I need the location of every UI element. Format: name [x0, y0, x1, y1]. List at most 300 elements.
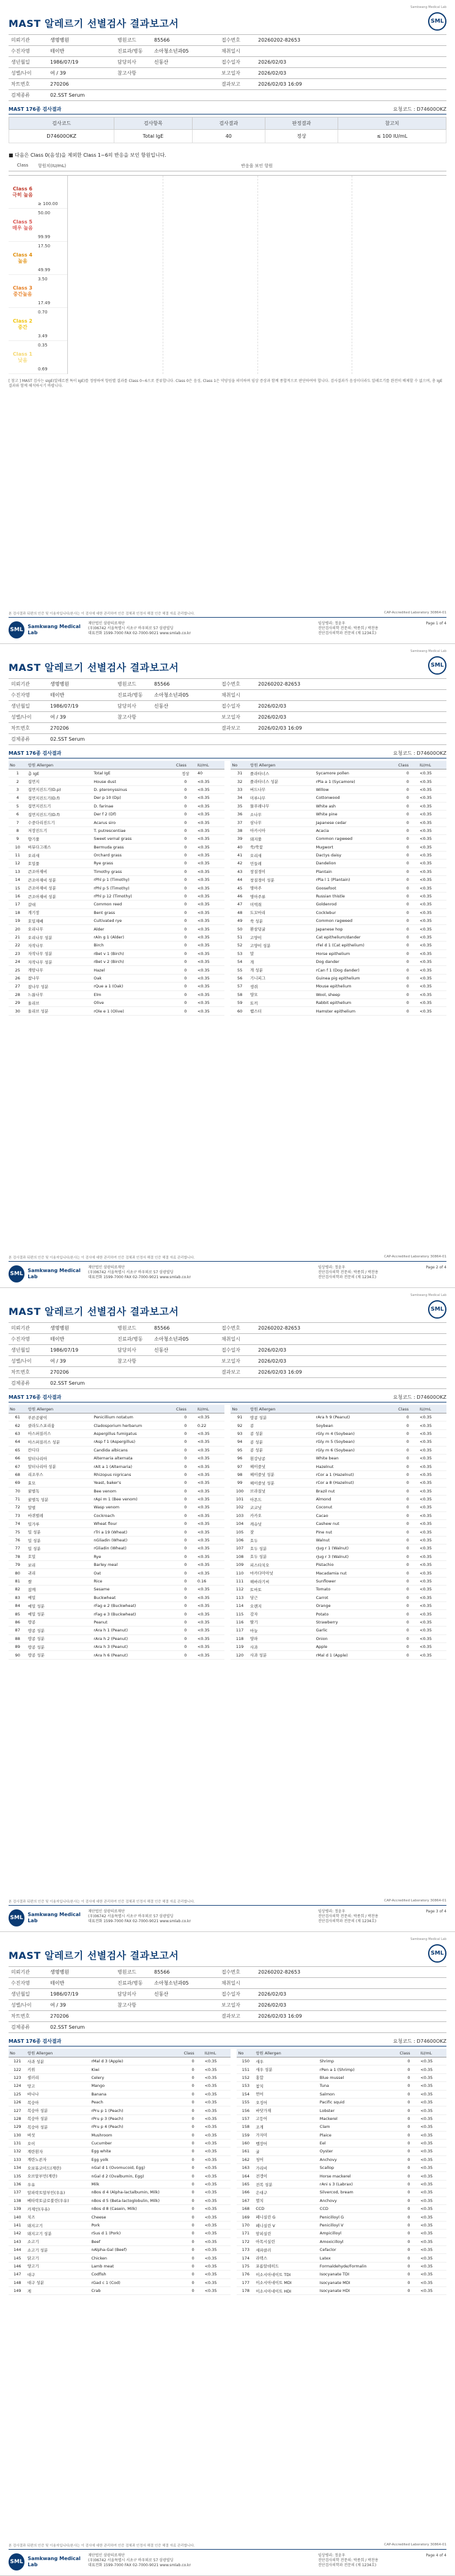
iu-value: <0.35 [196, 957, 224, 965]
table-row [9, 2090, 446, 2098]
table-row [9, 884, 446, 892]
iu-value: <0.35 [196, 1470, 224, 1478]
iu-value: <0.35 [196, 966, 224, 974]
allergen-kr: 토끼 [249, 998, 315, 1006]
class-value: 0 [175, 1487, 196, 1495]
row-number: 83 [9, 1593, 27, 1601]
class-value: 0 [175, 1503, 196, 1511]
class-range-high: 3.50 [38, 277, 48, 282]
row-number: 126 [9, 2098, 26, 2106]
allergen-kr: 피스타치오 [249, 1561, 315, 1569]
allergen-kr: 가자미 [254, 2131, 319, 2139]
allergen-en: Japanese cedar [315, 818, 398, 826]
allergen-en: White bean [315, 1454, 398, 1462]
row-number: 93 [231, 1429, 249, 1437]
iu-value: <0.35 [418, 917, 446, 925]
iu-value: <0.35 [418, 1007, 446, 1015]
allergen-kr: 포름알데히드 [254, 2262, 319, 2270]
iu-value: <0.35 [418, 908, 446, 916]
row-number: 96 [231, 1454, 249, 1462]
class-value: 0 [175, 884, 196, 892]
class-value: 0 [183, 2139, 204, 2147]
allergen-en: White pine [315, 810, 398, 818]
class-value: 0 [175, 1520, 196, 1528]
report-title: MAST 알레르기 선별검사 결과보고서 [9, 18, 179, 29]
table-row [9, 1577, 446, 1585]
page-header: MAST 알레르기 선별검사 결과보고서 Samkwang Medical Lab SML [9, 1294, 446, 1317]
allergen-kr: 계란노른자 [26, 2155, 91, 2163]
iu-value: <0.35 [204, 2082, 231, 2090]
allergen-en: Soybean [315, 1421, 398, 1429]
table-row [9, 942, 446, 949]
table-row [9, 2147, 446, 2155]
allergen-en: Rye grass [92, 859, 175, 867]
allergen-en: Amoxicilloyl [319, 2237, 399, 2245]
patient-info-table: 의뢰기관 생명병원 병원코드 85566 접수번호 20260202-82653 수진자명 테이반 진료과/병동 소아청소년과05 채취일시 생년월일 1986/07/19 담당의사 신동산 접수일자 2026/02/03 성별/나이 여 / 39 참고사항 보고일자 2026/02/03 차트번호 270206 결과보고 2026/02/03 16:09 검체종류 02.SST Serum [9, 1322, 446, 1389]
class-range-low: 0.69 [38, 367, 48, 372]
row-number: 35 [231, 802, 249, 810]
allergen-kr: 총 IgE [27, 769, 93, 777]
row-number: 80 [9, 1569, 27, 1577]
row-number: 46 [231, 892, 249, 900]
allergen-kr: 땅콩 성분 [249, 1413, 315, 1421]
iu-value: <0.35 [418, 1593, 446, 1601]
allergen-kr: 큰조아재비 성분 [27, 892, 93, 900]
iu-value: <0.35 [419, 2213, 446, 2221]
row-number: 99 [231, 1479, 249, 1487]
table-row [9, 1454, 446, 1462]
class-value: 0 [175, 777, 196, 785]
allergen-en: Sesame [92, 1586, 175, 1593]
allergen-kr: 개암나무 [27, 966, 93, 974]
iu-value: <0.35 [204, 2057, 231, 2065]
allergen-en: rPla l 1 (Plantain) [315, 876, 398, 884]
allergen-en: D. pteronyssinus [92, 785, 175, 793]
iu-value: <0.35 [419, 2188, 446, 2196]
row-number: 174 [237, 2254, 254, 2262]
iu-value: <0.35 [419, 2090, 446, 2098]
allergen-en: Mouse epithelium [315, 983, 398, 990]
allergen-kr: 쑥 성분 [249, 917, 315, 925]
allergen-en: Anchovy [319, 2196, 399, 2204]
allergen-kr: 쑥/쑥꽃 [249, 843, 315, 851]
class-value: 0 [175, 966, 196, 974]
allergen-en: Plantain [315, 867, 398, 875]
class-value: 0 [183, 2114, 204, 2122]
allergen-kr: 복숭아 [26, 2098, 91, 2106]
allergen-en: Mushroom [90, 2131, 182, 2139]
class-value: 0 [397, 1593, 418, 1601]
iu-value: <0.35 [418, 867, 446, 875]
allergen-en: D. farinae [92, 802, 175, 810]
allergen-kr: 버뮤다그래스 [27, 843, 93, 851]
table-row [9, 983, 446, 990]
row-number: 25 [9, 966, 27, 974]
iu-value: <0.35 [196, 835, 224, 843]
table-row [9, 794, 446, 802]
allergen-en: Codfish [90, 2271, 182, 2278]
row-number: 42 [231, 859, 249, 867]
iu-value: <0.35 [418, 925, 446, 933]
allergen-kr: 수중다리진드기 [27, 818, 93, 826]
iu-value: <0.35 [204, 2188, 231, 2196]
class-value: 0 [183, 2286, 204, 2294]
class-range-high: 0.35 [38, 343, 48, 348]
class-value: 0 [183, 2155, 204, 2163]
allergen-en: rBet v 1 (Birch) [92, 949, 175, 957]
row-number: 29 [9, 998, 27, 1006]
class-value: 0 [399, 2090, 420, 2098]
row-number: 84 [9, 1601, 27, 1609]
allergen-kr: 닭고기 [26, 2254, 91, 2262]
class-value: 0 [399, 2172, 420, 2180]
table-row [9, 1634, 446, 1642]
class-value: 0 [397, 908, 418, 916]
class-value: 0 [397, 835, 418, 843]
allergen-kr: 은대구 [254, 2188, 319, 2196]
allergen-en: Strawberry [315, 1618, 398, 1626]
allergen-kr: 캐슈넛 [249, 1520, 315, 1528]
allergen-en: Banana [90, 2090, 182, 2098]
allergen-kr: 아목시실린 [254, 2237, 319, 2245]
class-value: 0 [399, 2123, 420, 2131]
row-number: 120 [231, 1651, 249, 1659]
iu-value: <0.35 [196, 974, 224, 982]
iu-value: <0.35 [196, 990, 224, 998]
class-value: 0 [175, 1544, 196, 1552]
allergen-kr: 밀 성분 [27, 1544, 93, 1552]
iu-value: <0.35 [419, 2245, 446, 2253]
class-value: 0 [183, 2147, 204, 2155]
report-page-1 [0, 0, 455, 644]
allergen-en: rGly m 4 (Soybean) [315, 1429, 398, 1437]
iu-value: <0.35 [196, 983, 224, 990]
class-value: 0 [399, 2139, 420, 2147]
table-row [9, 1528, 446, 1536]
iu-value: <0.35 [419, 2230, 446, 2237]
allergen-kr: 치즈 [26, 2213, 91, 2221]
class-value: 0 [399, 2098, 420, 2106]
iu-value: <0.35 [418, 810, 446, 818]
class-value: 0 [397, 990, 418, 998]
table-row [9, 851, 446, 859]
row-number: 97 [231, 1462, 249, 1470]
iu-value: <0.35 [196, 884, 224, 892]
allergen-kr: 기니피그 [249, 974, 315, 982]
allergen-en: rAlt a 1 (Alternaria) [92, 1462, 175, 1470]
class-value: 0 [397, 1569, 418, 1577]
class-value: 0 [183, 2237, 204, 2245]
class-value: 0 [399, 2057, 420, 2065]
iu-value: <0.35 [418, 1651, 446, 1659]
row-number: 28 [9, 990, 27, 998]
iu-value: <0.35 [418, 802, 446, 810]
class-value: 0 [399, 2230, 420, 2237]
iu-value: <0.35 [204, 2114, 231, 2122]
row-number: 160 [237, 2139, 254, 2147]
allergen-en: Mango [90, 2082, 182, 2090]
class-value: 0 [399, 2106, 420, 2114]
allergen-en: rJug r 1 (Walnut) [315, 1544, 398, 1552]
allergen-en: rMal d 1 (Apple) [315, 1651, 398, 1659]
allergen-kr: 헤이즐넛 성분 [249, 1479, 315, 1487]
row-number: 66 [9, 1454, 27, 1462]
iu-value: <0.35 [418, 876, 446, 884]
class-value: 0 [397, 1421, 418, 1429]
row-number: 141 [9, 2221, 26, 2229]
class-range-high: 50.00 [38, 211, 51, 215]
class-value: 0 [397, 1586, 418, 1593]
row-number: 10 [9, 843, 27, 851]
class-value: 0 [397, 826, 418, 834]
allergen-kr: 대구 [26, 2271, 91, 2278]
allergen-en: rGly m 5 (Soybean) [315, 1438, 398, 1446]
row-number: 127 [9, 2106, 26, 2114]
allergen-en: Dog dander [315, 957, 398, 965]
iu-value: <0.35 [419, 2106, 446, 2114]
row-number: 2 [9, 777, 27, 785]
iu-value: <0.35 [418, 1495, 446, 1503]
allergen-kr: 키위 [26, 2065, 91, 2073]
allergen-kr: 가리비 [254, 2164, 319, 2172]
row-number: 6 [9, 810, 27, 818]
table-row [9, 1511, 446, 1519]
row-number: 53 [231, 949, 249, 957]
allergen-kr: 호두 성분 [249, 1544, 315, 1552]
table-row [9, 1610, 446, 1618]
allergen-kr: 보리 [27, 1561, 93, 1569]
allergen-en: Cockroach [92, 1511, 175, 1519]
row-number: 104 [231, 1520, 249, 1528]
iu-value: <0.35 [196, 826, 224, 834]
class-value: 0 [399, 2262, 420, 2270]
allergen-kr: 쌀 [27, 1577, 93, 1585]
row-number: 170 [237, 2221, 254, 2229]
row-number: 132 [9, 2147, 26, 2155]
allergen-kr: 호밀풀 [27, 859, 93, 867]
class-value: 0 [175, 1511, 196, 1519]
allergen-en: Cultivated rye [92, 917, 175, 925]
allergen-kr: 사과 성분 [249, 1651, 315, 1659]
row-number: 24 [9, 957, 27, 965]
iu-value: <0.35 [418, 892, 446, 900]
allergen-en: Wheat flour [92, 1520, 175, 1528]
iu-value: <0.35 [418, 1627, 446, 1634]
class-range [37, 308, 67, 341]
allergen-en: Wasp venom [92, 1503, 175, 1511]
iu-value: <0.35 [196, 1536, 224, 1544]
row-number: 166 [237, 2188, 254, 2196]
allergen-en: Peach [90, 2098, 182, 2106]
row-number: 113 [231, 1593, 249, 1601]
class-range [37, 275, 67, 308]
class-range-low: 99.99 [38, 234, 51, 239]
row-number: 161 [237, 2147, 254, 2155]
row-number: 139 [9, 2205, 26, 2213]
row-number: 20 [9, 925, 27, 933]
allergen-kr: 딸기 [249, 1618, 315, 1626]
allergen-en: Timothy grass [92, 867, 175, 875]
row-number: 91 [231, 1413, 249, 1421]
allergen-kr: 소고기 성분 [26, 2245, 91, 2253]
table-row [9, 2057, 446, 2065]
iu-value: <0.35 [418, 1561, 446, 1569]
row-number: 69 [9, 1479, 27, 1487]
row-number: 5 [9, 802, 27, 810]
iu-value: <0.35 [204, 2098, 231, 2106]
class-value: 0 [397, 1528, 418, 1536]
iu-value: <0.35 [196, 1634, 224, 1642]
allergen-en: Pacific squid [319, 2098, 399, 2106]
row-number: 94 [231, 1438, 249, 1446]
table-row [9, 2196, 446, 2204]
allergen-kr: 조개 [254, 2123, 319, 2131]
allergen-kr: 개기장 [27, 908, 93, 916]
allergen-en: rFel d 1 (Cat epithelium) [315, 942, 398, 949]
row-number: 121 [9, 2057, 26, 2065]
class-level-label: Class 3 중간높음 [9, 275, 37, 308]
iu-value: <0.35 [419, 2196, 446, 2204]
table-row [9, 1618, 446, 1626]
table-row [9, 1593, 446, 1601]
sml-logo-badge: SML [428, 12, 446, 31]
class-value: 0 [175, 1610, 196, 1618]
table-row [9, 2271, 446, 2278]
table-row [9, 2082, 446, 2090]
row-number: 12 [9, 859, 27, 867]
table-row [9, 1586, 446, 1593]
iu-value: <0.35 [196, 1438, 224, 1446]
allergen-en: Cheese [90, 2213, 182, 2221]
iu-value: <0.35 [418, 1520, 446, 1528]
allergen-en: Cottonwood [315, 794, 398, 802]
class-value: 0 [175, 1577, 196, 1585]
allergen-en: White ash [315, 802, 398, 810]
allergen-kr: 카제인(우유) [26, 2205, 91, 2213]
header-brand: Samkwang Medical Lab [410, 6, 446, 9]
allergen-en: rCan f 1 (Dog dander) [315, 966, 398, 974]
allergen-kr: 감자 [249, 1610, 315, 1618]
allergen-en: Isocyanate HDI [319, 2286, 399, 2294]
row-number: 143 [9, 2237, 26, 2245]
allergen-kr: 말 [249, 949, 315, 957]
class-range-high: 0.70 [38, 310, 48, 315]
allergen-en: Garlic [315, 1627, 398, 1634]
class-value: 0 [175, 785, 196, 793]
table-row [9, 802, 446, 810]
class-value: 0 [175, 949, 196, 957]
row-number: 165 [237, 2180, 254, 2188]
iu-value: <0.35 [196, 1642, 224, 1650]
iu-value: <0.35 [419, 2164, 446, 2172]
class-value: 0 [397, 1642, 418, 1650]
table-row [9, 1651, 446, 1659]
row-number: 38 [231, 826, 249, 834]
allergen-kr: 양파 [249, 1634, 315, 1642]
allergen-kr: 페니실린 G [254, 2213, 319, 2221]
row-number: 145 [9, 2254, 26, 2262]
row-number: 74 [9, 1520, 27, 1528]
row-number: 136 [9, 2180, 26, 2188]
allergen-en: Cacao [315, 1511, 398, 1519]
iu-value: <0.35 [196, 1552, 224, 1560]
class-value: 0 [175, 1642, 196, 1650]
iu-value: <0.35 [418, 859, 446, 867]
iu-value: <0.35 [419, 2139, 446, 2147]
table-row [9, 892, 446, 900]
allergen-en: Bee venom [92, 1487, 175, 1495]
allergen-kr: 헤이즐넛 성분 [249, 1470, 315, 1478]
class-value: 0 [397, 1413, 418, 1421]
allergen-en: Sweet vernal grass [92, 835, 175, 843]
row-number: 36 [231, 810, 249, 818]
class-range-low: 49.99 [38, 268, 51, 272]
page-number: Page 4 of 4 [426, 2553, 446, 2558]
row-number: 98 [231, 1470, 249, 1478]
row-number: 119 [231, 1642, 249, 1650]
iu-value: <0.35 [204, 2172, 231, 2180]
report-page-2 [0, 644, 455, 1288]
table-row [9, 974, 446, 982]
class-value: 0 [175, 1593, 196, 1601]
table-row [9, 2188, 446, 2196]
allergen-kr: 집먼지 [27, 777, 93, 785]
row-number: 62 [9, 1421, 27, 1429]
table-row [9, 1487, 446, 1495]
class-table-header: Class 항원치(IU/mL) 반응을 보인 항원 [9, 161, 446, 171]
class-value: 0 [399, 2213, 420, 2221]
row-number: 101 [231, 1495, 249, 1503]
class-value: 0 [175, 974, 196, 982]
iu-value: 40 [196, 769, 224, 777]
iu-value: <0.35 [196, 942, 224, 949]
class-value: 0 [183, 2090, 204, 2098]
row-number: 63 [9, 1429, 27, 1437]
row-number: 90 [9, 1651, 27, 1659]
allergen-en: nAlpha-Gal (Beef) [90, 2245, 182, 2253]
row-number: 177 [237, 2278, 254, 2286]
table-row [9, 949, 446, 957]
allergen-en: Cladosporium herbarum [92, 1421, 175, 1429]
allergen-kr: 카카오 [249, 1511, 315, 1519]
allergen-kr: 땅콩 [27, 1618, 93, 1626]
allergen-kr: 양고기 [26, 2262, 91, 2270]
class-value: 0 [397, 925, 418, 933]
table-row [9, 2278, 446, 2286]
iu-value: <0.35 [204, 2271, 231, 2278]
table-row [9, 1429, 446, 1437]
allergen-kr: 라텍스 [254, 2254, 319, 2262]
sml-logo-badge: SML [428, 1300, 446, 1319]
allergen-en: T. putrescentiae [92, 826, 175, 834]
class-distribution [9, 175, 446, 374]
iu-value: <0.35 [418, 769, 446, 777]
allergen-kr: 효모 [27, 1479, 93, 1487]
class-value: 0 [397, 785, 418, 793]
iu-value: <0.35 [204, 2106, 231, 2114]
class-value: 0 [399, 2205, 420, 2213]
class-value: 0 [399, 2114, 420, 2122]
allergen-en: Common ragweed [315, 917, 398, 925]
row-number: 134 [9, 2164, 26, 2172]
allergen-en: Tomato [315, 1586, 398, 1593]
allergen-kr: 땅콩 성분 [27, 1634, 93, 1642]
class-value: 0 [397, 1601, 418, 1609]
allergen-en: Alternaria alternata [92, 1454, 175, 1462]
allergen-en: Potato [315, 1610, 398, 1618]
class-value: 0 [397, 933, 418, 941]
allergen-kr: 참치 [254, 2082, 319, 2090]
